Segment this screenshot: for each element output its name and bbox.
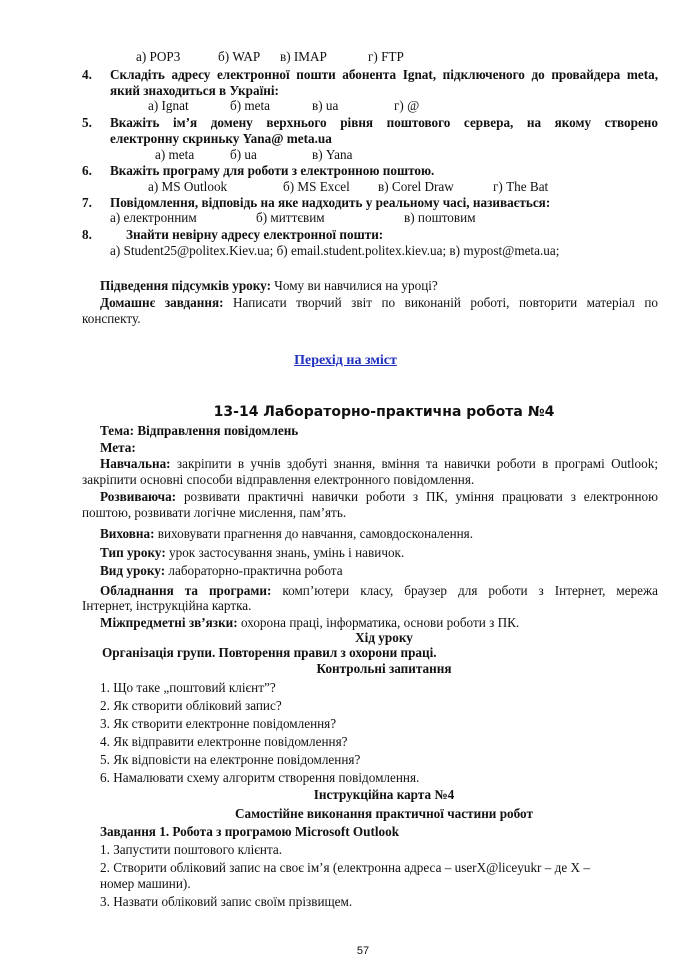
edu-text: закріпити в учнів здобуті знання, вміння та навички роботи в програмі Outlook; xyxy=(170,456,658,471)
summary-text: Чому ви навчилися на уроці? xyxy=(271,278,438,293)
kind-label: Вид уроку: xyxy=(100,563,166,578)
lab-title: 13-14 Лабораторно-практична робота №4 xyxy=(213,404,555,420)
q7-text: Повідомлення, відповідь на яке надходить у реальному часі, називається: xyxy=(110,195,551,210)
upbr-text: виховувати прагнення до навчання, самовдосконалення. xyxy=(154,526,474,541)
homework-label: Домашнє завдання: xyxy=(100,295,224,310)
dev-text-line2: поштою, розвивати логічне мислення, пам’ять. xyxy=(82,505,347,520)
task1-heading: Завдання 1. Робота з програмою Microsoft Outlook xyxy=(100,824,400,839)
q5-text-line1: Вкажіть ім’я домену верхнього рівня поштового сервера, на якому створено xyxy=(110,115,658,130)
q8-answers: а) Student25@politex.Kiev.ua; б) email.student.politex.kiev.ua; в) mypost@meta.ua; xyxy=(110,243,560,258)
q4-text-line2: який знаходиться в Україні: xyxy=(110,83,279,98)
control-question-3: 3. Як створити електронне повідомлення? xyxy=(100,716,337,731)
q7-option-a: а) електронним xyxy=(110,210,197,225)
homework xyxy=(100,295,658,310)
q5-text-line2: електронну скриньку Yana@ meta.ua xyxy=(110,131,332,146)
q6-option-c: в) Corel Draw xyxy=(378,179,454,194)
q7-option-b: б) миттєвим xyxy=(256,210,325,225)
q3-option-c: в) IMAP xyxy=(280,49,327,64)
control-question-4: 4. Як відправити електронне повідомлення? xyxy=(100,734,348,749)
q6-number: 6. xyxy=(82,163,92,178)
interdisciplinary xyxy=(100,615,519,630)
q4-option-b: б) meta xyxy=(230,98,271,113)
control-questions-heading: Контрольні запитання xyxy=(316,661,452,676)
q4-number: 4. xyxy=(82,67,92,82)
q3-options xyxy=(136,49,404,64)
task1-step-2: 2. Створити обліковий запис на своє ім’я (електронна адреса – userX@liceyukr – де X – xyxy=(100,860,590,875)
task1-step-1: 1. Запустити поштового клієнта. xyxy=(100,842,283,857)
q6-option-d: г) The Bat xyxy=(493,179,549,194)
task1-step-3: 3. Назвати обліковий запис своїм прізвищем. xyxy=(100,894,353,909)
page-number: 57 xyxy=(356,945,370,957)
equip-label: Обладнання та програми: xyxy=(100,583,272,598)
topic-label: Тема: xyxy=(100,423,135,438)
q4-text-line1: Складіть адресу електронної пошти абонента Ignat, підключеного до провайдера meta, xyxy=(110,67,658,82)
edu-label: Навчальна: xyxy=(100,456,171,471)
toc-link[interactable]: Перехід на зміст xyxy=(294,353,397,368)
q5-number: 5. xyxy=(82,115,92,130)
q8-number: 8. xyxy=(82,227,92,242)
homework-text: Написати творчий звіт по виконаній роботі, повторити матеріал по xyxy=(223,295,658,310)
dev-text: розвивати практичні навички роботи з ПК, уміння працювати з електронною xyxy=(176,489,658,504)
control-question-6: 6. Намалювати схему алгоритм створення повідомлення. xyxy=(100,770,420,785)
upbr-label: Виховна: xyxy=(100,526,155,541)
edu-text-line2: закріпити основні способи відправлення електронного повідомлення. xyxy=(82,472,475,487)
topic-text: Відправлення повідомлень xyxy=(134,423,299,438)
goal-educational xyxy=(100,456,658,471)
inter-label: Міжпредметні зв’язки: xyxy=(100,615,238,630)
self-work-heading: Самостійне виконання практичної частини робот xyxy=(235,806,533,821)
q3-option-a: а) POP3 xyxy=(136,49,181,64)
lesson-kind xyxy=(100,563,343,578)
summary-label: Підведення підсумків уроку: xyxy=(100,278,271,293)
goal-developmental xyxy=(100,489,658,504)
goal-label: Мета: xyxy=(100,440,136,455)
inter-text: охорона праці, інформатика, основи роботи з ПК. xyxy=(237,615,520,630)
q8-text: Знайти невірну адресу електронної пошти: xyxy=(126,227,384,242)
lesson-summary xyxy=(100,278,438,293)
goal-upbringing xyxy=(100,526,473,541)
q5-options xyxy=(155,147,352,162)
control-question-5: 5. Як відповісти на електронне повідомлення? xyxy=(100,752,361,767)
kind-text: лабораторно-практична робота xyxy=(165,563,343,578)
lesson-type xyxy=(100,545,404,560)
q4-option-d: г) @ xyxy=(394,98,420,113)
q3-option-b: б) WAP xyxy=(218,49,261,64)
q4-option-c: в) ua xyxy=(312,98,339,113)
equip-text: комп’ютери класу, браузер для роботи з Інтернет, мережа xyxy=(271,583,658,598)
homework-text-line2: конспекту. xyxy=(82,311,141,326)
type-text: урок застосування знань, умінь і навичок. xyxy=(165,545,405,560)
control-question-1: 1. Що таке „поштовий клієнт”? xyxy=(100,680,276,695)
q7-option-c: в) поштовим xyxy=(404,210,476,225)
q7-number: 7. xyxy=(82,195,92,210)
q4-options xyxy=(148,98,419,113)
equip-text-line2: Інтернет, інструкційна картка. xyxy=(82,598,252,613)
control-question-2: 2. Як створити обліковий запис? xyxy=(100,698,282,713)
q4-option-a: а) Ignat xyxy=(148,98,189,113)
q6-option-b: б) MS Excel xyxy=(283,179,350,194)
lab-topic xyxy=(100,423,298,438)
equipment xyxy=(100,583,658,598)
task1-step-2-cont: номер машини). xyxy=(100,876,191,891)
q5-option-c: в) Yana xyxy=(312,147,353,162)
q7-options xyxy=(110,210,476,225)
course-heading: Хід уроку xyxy=(355,630,413,645)
q6-options xyxy=(148,179,548,194)
type-label: Тип уроку: xyxy=(100,545,166,560)
q6-text: Вкажіть програму для роботи з електронною поштою. xyxy=(110,163,435,178)
organization-heading: Організація групи. Повторення правил з охорони праці. xyxy=(102,645,437,660)
dev-label: Розвиваюча: xyxy=(100,489,177,504)
q3-option-d: г) FTP xyxy=(368,49,404,64)
q5-option-b: б) ua xyxy=(230,147,257,162)
q6-option-a: а) MS Outlook xyxy=(148,179,228,194)
toc-link-wrap xyxy=(0,352,691,368)
instruction-card-heading: Інструкційна карта №4 xyxy=(313,787,455,802)
q5-option-a: а) meta xyxy=(155,147,195,162)
